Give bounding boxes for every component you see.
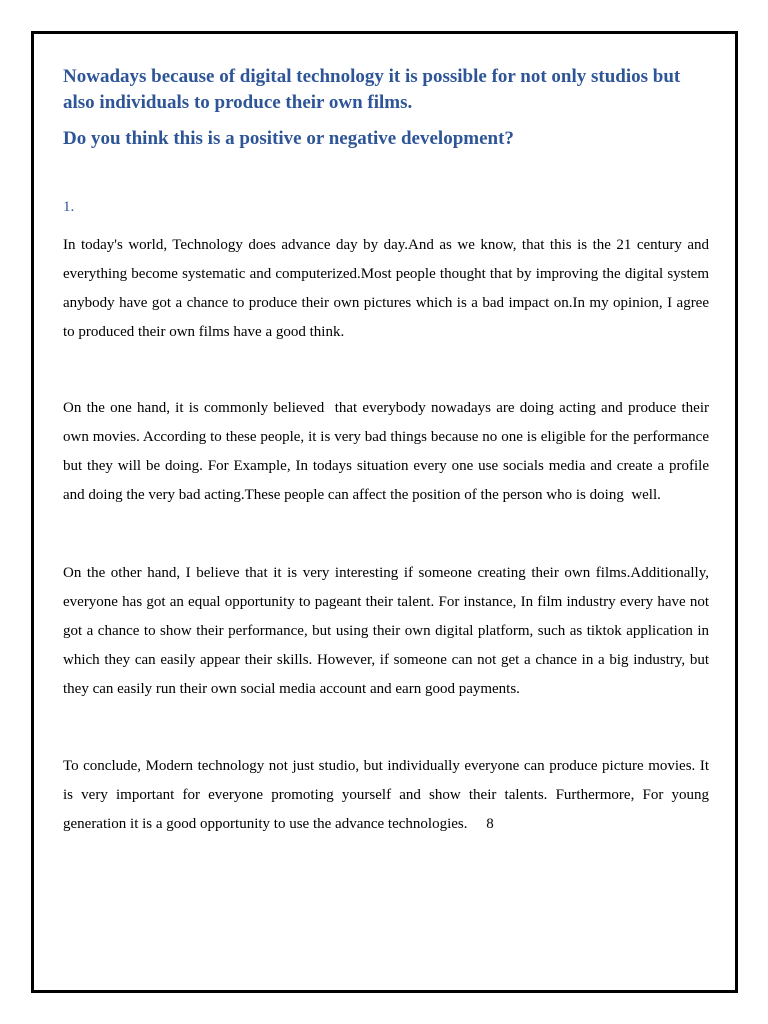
paragraph-body-2: On the other hand, I believe that it is very interesting if someone creating their own films.Additionally, everyone has got an equal opportunity to pageant their talent. For instance, In film industry every have not got a chance to show their performance, but using their own digital platform, such as tiktok application in which they can easily appear their skills. However, if someone can not get a chance in a big industry, but they can easily run their own social media account and earn good payments. [63, 565, 713, 697]
essay-number: 1. [63, 199, 75, 215]
score-mark: 8 [486, 816, 494, 832]
document-content [63, 64, 717, 839]
paragraph-introduction: In today's world, Technology does advance day by day.And as we know, that this is the 21 century and everything become systematic and computerized.Most people thought that by improving the digital system anybody have got a chance to produce their own pictures which is a bad impact on.In my opinion, I agree to produced their own films have a good think. [63, 237, 717, 340]
paragraph-conclusion [63, 752, 717, 839]
paragraph-body-1: On the one hand, it is commonly believed that everybody nowadays are doing acting and produce their own movies. According to these people, it is very bad things because no one is eligible for the performance but they will be doing. For Example, In todays situation every one use socials media and create a profile and doing the very bad acting.These people can affect the position of the person who is doing well. [63, 400, 713, 503]
essay-prompt: Nowadays because of digital technology it is possible for not only studios but also individuals to produce their own films. [63, 66, 681, 113]
document-page [31, 31, 738, 993]
essay-question: Do you think this is a positive or negative development? [63, 128, 514, 149]
conclusion-text: To conclude, Modern technology not just studio, but individually everyone can produce picture movies. It is very important for everyone promoting yourself and show their talents. Furthermore, For young generation it is a good opportunity to use the advance technologies. [63, 758, 717, 832]
